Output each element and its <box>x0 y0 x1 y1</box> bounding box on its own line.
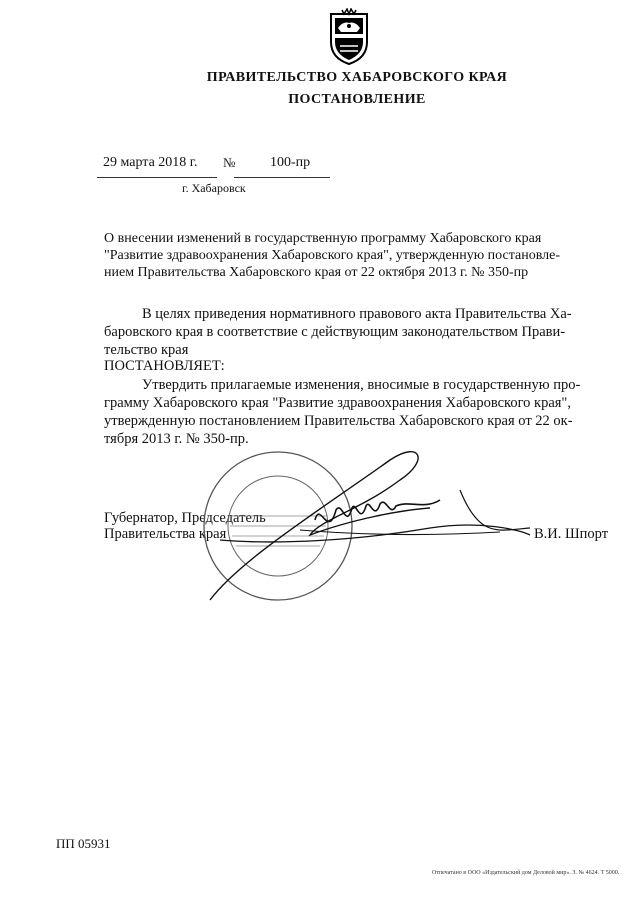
government-title: ПРАВИТЕЛЬСТВО ХАБАРОВСКОГО КРАЯ <box>206 70 508 85</box>
paragraph-line: тельство края <box>104 342 189 358</box>
document-code: ПП 05931 <box>56 836 111 851</box>
subject-line: "Развитие здравоохранения Хабаровского края", утвержденную постановле- <box>104 248 561 263</box>
document-subject <box>104 230 584 281</box>
decision-paragraph <box>104 376 584 448</box>
document-number: 100-пр <box>270 155 311 170</box>
paragraph-line: тября 2013 г. № 350-пр. <box>104 431 249 447</box>
date-underline <box>97 177 217 178</box>
document-date: 29 марта 2018 г. <box>103 155 198 170</box>
coat-of-arms-icon <box>327 8 371 66</box>
number-sign: № <box>223 155 236 170</box>
number-underline <box>234 177 330 178</box>
subject-line: нием Правительства Хабаровского края от 22 октября 2013 г. № 350-пр <box>104 265 529 280</box>
signer-title-line: Правительства края <box>104 526 227 542</box>
city-label: г. Хабаровск <box>182 181 246 195</box>
paragraph-line: Утвердить прилагаемые изменения, вносимые в государственную про- <box>142 377 581 393</box>
paragraph-line: грамму Хабаровского края "Развитие здравоохранения Хабаровского края", <box>104 395 571 411</box>
handwritten-signature-icon <box>200 440 570 610</box>
document-type: ПОСТАНОВЛЕНИЕ <box>288 92 426 107</box>
decree-word: ПОСТАНОВЛЯЕТ: <box>104 358 225 374</box>
signer-title-line: Губернатор, Председатель <box>104 510 266 526</box>
paragraph-line: баровского края в соответствие с действующим законодательством Прави- <box>104 324 566 340</box>
printer-imprint: Отпечатано в ООО «Издательский дом Деловой мир». З. № 4624. Т 5000. <box>432 870 620 876</box>
preamble-paragraph <box>104 305 584 359</box>
subject-line: О внесении изменений в государственную программу Хабаровского края <box>104 231 542 246</box>
signer-name: В.И. Шпорт <box>534 526 609 542</box>
paragraph-line: утвержденную постановлением Правительства Хабаровского края от 22 ок- <box>104 413 573 429</box>
paragraph-line: В целях приведения нормативного правового акта Правительства Ха- <box>142 306 572 322</box>
